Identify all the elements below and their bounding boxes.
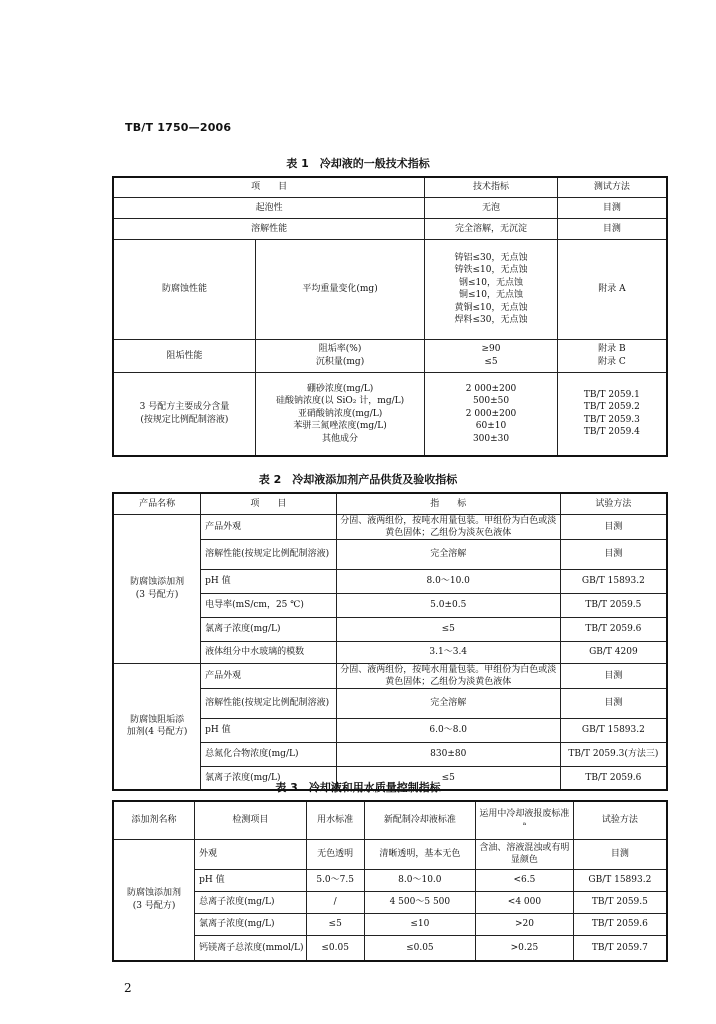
method-cell: TB/T 2059.3(方法三): [560, 742, 667, 766]
method-cell: TB/T 2059.5: [573, 891, 667, 913]
header-method: 测试方法: [557, 177, 667, 197]
scale-values: [425, 339, 558, 372]
table2-caption: 表 2 冷却液添加剂产品供货及验收指标: [258, 473, 458, 486]
header-scrap: 运用中冷却液报废标准ᵃ: [476, 801, 574, 839]
index-cell: ≤5: [336, 617, 560, 641]
new-cell: 8.0～10.0: [364, 869, 476, 891]
index-cell: 8.0～10.0: [336, 569, 560, 593]
solubility-method: 目测: [557, 218, 667, 239]
item-cell: 钙镁离子总浓度(mmol/L): [195, 935, 307, 961]
composition-values: [425, 372, 558, 456]
composition-value: 2 000±200: [465, 408, 517, 419]
table-row: [113, 839, 667, 869]
composition-method: TB/T 2059.3: [583, 414, 640, 425]
item-cell: pH 值: [201, 569, 337, 593]
table-row: [113, 239, 667, 339]
item-cell: 总氮化合物浓度(mg/L): [201, 742, 337, 766]
composition-label-line1: 3 号配方主要成分含量: [139, 402, 230, 413]
item-cell: 氯离子浓度(mg/L): [201, 617, 337, 641]
composition-value: 500±50: [472, 396, 510, 406]
corrosion-label: 防腐蚀性能: [113, 239, 255, 339]
corrosion-value: 黄铜≤10，无点蚀: [454, 302, 528, 313]
table1-caption: 表 1 冷却液的一般技术指标: [286, 157, 430, 170]
scale-label: 阻垢性能: [113, 339, 255, 372]
composition-sub: 亚硝酸钠浓度(mg/L): [297, 408, 383, 419]
additive-name-line1: 防腐蚀添加剂: [127, 888, 182, 899]
index-cell: 5.0±0.5: [336, 593, 560, 617]
index-cell: 完全溶解: [336, 688, 560, 718]
scale-method: 附录 C: [598, 356, 626, 367]
header-method: 试验方法: [573, 801, 667, 839]
product-name-line2: 加剂(4 号配方): [126, 727, 188, 738]
corrosion-method: 附录 A: [557, 239, 667, 339]
item-cell: 电导率(mS/cm，25 ℃): [201, 593, 337, 617]
header-item: 检测项目: [195, 801, 307, 839]
table-row: [113, 372, 667, 456]
group-additive: [113, 839, 195, 961]
composition-method: TB/T 2059.2: [583, 402, 640, 413]
item-cell: 外观: [195, 839, 307, 869]
solubility-value: 完全溶解，无沉淀: [425, 218, 558, 239]
scale-method: 附录 B: [598, 344, 626, 354]
composition-sub: 硅酸钠浓度(以 SiO₂ 计，mg/L): [276, 396, 405, 406]
header-water: 用水标准: [306, 801, 364, 839]
header-method: 试验方法: [560, 493, 667, 514]
index-cell: 830±80: [336, 742, 560, 766]
composition-label-line2: (按规定比例配制溶液): [140, 414, 229, 425]
method-cell: 目测: [560, 663, 667, 688]
corrosion-value: 铸铝≤30，无点蚀: [454, 252, 528, 263]
composition-sub: 硼砂浓度(mg/L): [306, 383, 374, 394]
method-cell: 目测: [560, 514, 667, 539]
header-new: 新配制冷却液标准: [364, 801, 476, 839]
method-cell: GB/T 15893.2: [573, 869, 667, 891]
corrosion-value: 焊料≤30，无点蚀: [454, 315, 528, 325]
table1: [112, 176, 668, 457]
item-cell: 溶解性能(按规定比例配制溶液): [201, 688, 337, 718]
water-cell: /: [306, 891, 364, 913]
corrosion-value: 铜≤10，无点蚀: [459, 290, 524, 300]
method-cell: TB/T 2059.6: [560, 617, 667, 641]
corrosion-sub: 平均重量变化(mg): [255, 239, 424, 339]
composition-value: 300±30: [472, 433, 510, 444]
water-cell: 无色透明: [306, 839, 364, 869]
page-number: 2: [124, 981, 132, 995]
corrosion-values: [425, 239, 558, 339]
table3-header-row: [113, 801, 667, 839]
corrosion-value: 铸铁≤10，无点蚀: [454, 265, 528, 275]
method-cell: GB/T 4209: [560, 641, 667, 663]
item-cell: 总离子浓度(mg/L): [195, 891, 307, 913]
composition-value: 2 000±200: [465, 383, 517, 394]
header-item: 项 目: [201, 493, 337, 514]
method-cell: TB/T 2059.5: [560, 593, 667, 617]
item-cell: 产品外观: [201, 514, 337, 539]
scale-sub: 阻垢率(%): [318, 344, 362, 354]
composition-label: [113, 372, 255, 456]
table-row: [113, 514, 667, 539]
method-cell: GB/T 15893.2: [560, 718, 667, 742]
header-additive: 添加剂名称: [113, 801, 195, 839]
method-cell: 目测: [560, 539, 667, 569]
header-item: 项 目: [113, 177, 425, 197]
new-cell: 4 500～5 500: [364, 891, 476, 913]
product-name-line1: 防腐蚀添加剂: [130, 577, 185, 587]
item-cell: 氯离子浓度(mg/L): [201, 766, 337, 790]
composition-value: 60±10: [475, 421, 507, 431]
solubility-label: 溶解性能: [113, 218, 425, 239]
standard-code: TB/T 1750—2006: [125, 121, 232, 134]
item-cell: pH 值: [195, 869, 307, 891]
table-row: [113, 197, 667, 218]
item-cell: 氯离子浓度(mg/L): [195, 913, 307, 935]
foaming-value: 无泡: [425, 197, 558, 218]
index-cell: ≤5: [336, 766, 560, 790]
header-index: 技术指标: [425, 177, 558, 197]
table1-header-row: [113, 177, 667, 197]
group2-product: [113, 663, 201, 790]
method-cell: TB/T 2059.6: [560, 766, 667, 790]
foaming-method: 目测: [557, 197, 667, 218]
table-row: [113, 869, 667, 891]
scale-value: ≥90: [481, 344, 501, 354]
product-name-line2: (3 号配方): [135, 589, 179, 600]
new-cell: 清晰透明，基本无色: [364, 839, 476, 869]
header-product: 产品名称: [113, 493, 201, 514]
header-index: 指 标: [336, 493, 560, 514]
table-row: [113, 663, 667, 688]
scale-methods: [557, 339, 667, 372]
item-cell: 产品外观: [201, 663, 337, 688]
water-cell: ≤0.05: [306, 935, 364, 961]
table-row: [113, 339, 667, 372]
composition-method: TB/T 2059.4: [583, 427, 640, 438]
group1-product: [113, 514, 201, 663]
method-cell: 目测: [573, 839, 667, 869]
composition-subs: [255, 372, 424, 456]
composition-sub: 苯骈三氮唑浓度(mg/L): [293, 421, 387, 431]
index-cell: 完全溶解: [336, 539, 560, 569]
method-cell: GB/T 15893.2: [560, 569, 667, 593]
index-cell: 6.0～8.0: [336, 718, 560, 742]
water-cell: 5.0～7.5: [306, 869, 364, 891]
composition-sub: 其他成分: [322, 433, 359, 444]
item-cell: 溶解性能(按规定比例配制溶液): [201, 539, 337, 569]
table-row: [113, 218, 667, 239]
scale-value: ≤5: [484, 356, 498, 367]
composition-method: TB/T 2059.1: [583, 389, 640, 400]
table3-caption: 表 3 冷却液和用水质量控制指标: [275, 781, 441, 794]
scrap-cell: >0.25: [476, 935, 574, 961]
item-cell: 液体组分中水玻璃的模数: [201, 641, 337, 663]
item-cell: pH 值: [201, 718, 337, 742]
scrap-cell: >20: [476, 913, 574, 935]
scale-sub: 沉积量(mg): [315, 356, 365, 367]
index-cell: 3.1～3.4: [336, 641, 560, 663]
scrap-cell: 含油、溶液混浊或有明显颜色: [476, 839, 574, 869]
scrap-cell: <4 000: [476, 891, 574, 913]
corrosion-value: 钢≤10，无点蚀: [459, 277, 524, 288]
scale-subs: [255, 339, 424, 372]
index-cell: 分固、液两组份，按吨水用量包装。甲组份为白色或淡黄色固体；乙组份为淡灰色液体: [336, 514, 560, 539]
water-cell: ≤5: [306, 913, 364, 935]
composition-methods: [557, 372, 667, 456]
table2-header-row: [113, 493, 667, 514]
table-row: [113, 891, 667, 913]
method-cell: TB/T 2059.7: [573, 935, 667, 961]
table-row: [113, 913, 667, 935]
foaming-label: 起泡性: [113, 197, 425, 218]
product-name-line1: 防腐蚀阻垢添: [130, 714, 185, 725]
method-cell: TB/T 2059.6: [573, 913, 667, 935]
table2: [112, 492, 668, 791]
scrap-cell: <6.5: [476, 869, 574, 891]
table3: [112, 800, 668, 962]
method-cell: 目测: [560, 688, 667, 718]
new-cell: ≤10: [364, 913, 476, 935]
additive-name-line2: (3 号配方): [132, 900, 176, 911]
index-cell: 分固、液两组份，按吨水用量包装。甲组份为白色或淡黄色固体；乙组份为淡黄色液体: [336, 663, 560, 688]
table-row: [113, 935, 667, 961]
new-cell: ≤0.05: [364, 935, 476, 961]
